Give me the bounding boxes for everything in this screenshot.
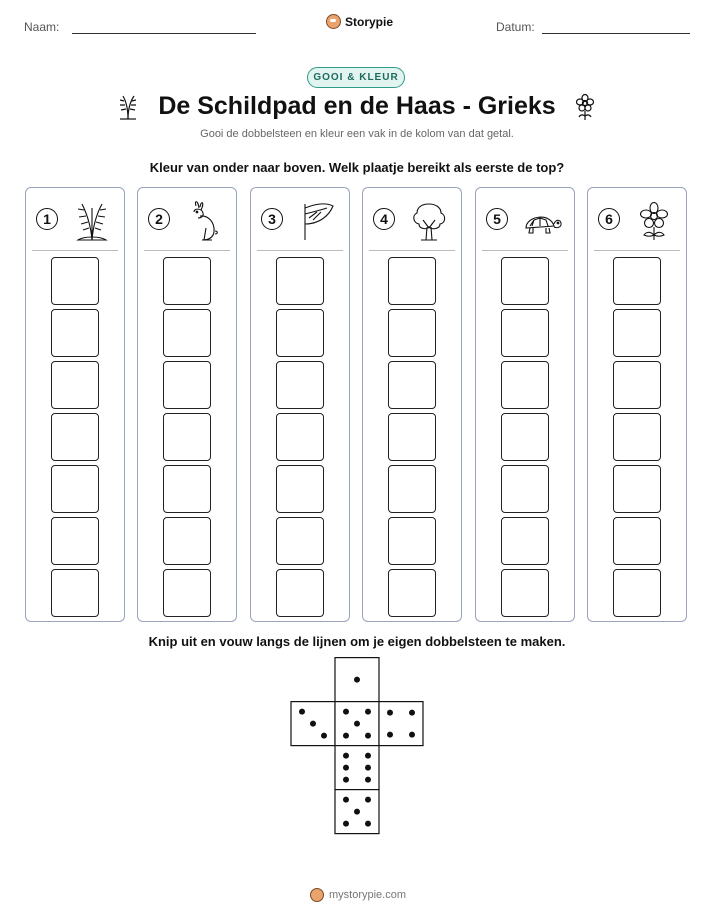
color-cell[interactable]	[388, 309, 436, 357]
column-2	[137, 187, 237, 622]
flower-icon	[632, 198, 676, 244]
column-number: 2	[148, 208, 170, 230]
color-cell[interactable]	[163, 413, 211, 461]
footer	[310, 888, 406, 902]
die-face-6	[335, 746, 379, 790]
color-cell[interactable]	[388, 361, 436, 409]
color-cell[interactable]	[501, 517, 549, 565]
instruction: Kleur van onder naar boven. Welk plaatje bereikt als eerste de top?	[149, 160, 565, 175]
color-cell[interactable]	[276, 309, 324, 357]
name-label: Naam:	[24, 20, 60, 34]
column-number: 1	[36, 208, 58, 230]
color-cell[interactable]	[501, 309, 549, 357]
brand-name: Storypie	[345, 14, 394, 29]
color-cell[interactable]	[276, 569, 324, 617]
tree-icon	[407, 198, 451, 244]
color-cell[interactable]	[388, 465, 436, 513]
column-4	[362, 187, 462, 622]
leaf-flag-icon	[295, 198, 339, 244]
color-cell[interactable]	[388, 569, 436, 617]
color-cell[interactable]	[51, 517, 99, 565]
color-cell[interactable]	[163, 309, 211, 357]
color-cell[interactable]	[501, 465, 549, 513]
color-cell[interactable]	[163, 517, 211, 565]
color-cell[interactable]	[613, 517, 661, 565]
color-cell[interactable]	[276, 465, 324, 513]
color-cell[interactable]	[388, 257, 436, 305]
brand-logo	[326, 14, 393, 29]
column-divider	[594, 250, 680, 251]
color-cell[interactable]	[501, 569, 549, 617]
fern-icon	[116, 93, 140, 121]
flower-icon	[573, 93, 597, 121]
color-cell[interactable]	[501, 257, 549, 305]
color-cell[interactable]	[163, 569, 211, 617]
color-cell[interactable]	[388, 413, 436, 461]
mascot-icon	[310, 888, 324, 902]
column-5	[475, 187, 575, 622]
color-cell[interactable]	[276, 517, 324, 565]
color-cell[interactable]	[163, 465, 211, 513]
page-title: De Schildpad en de Haas - Grieks	[158, 92, 556, 120]
column-number: 6	[598, 208, 620, 230]
color-cell[interactable]	[163, 257, 211, 305]
color-cell[interactable]	[51, 569, 99, 617]
die-face-4	[379, 702, 423, 746]
color-cell[interactable]	[613, 465, 661, 513]
color-cell[interactable]	[51, 361, 99, 409]
column-1	[25, 187, 125, 622]
color-cell[interactable]	[163, 361, 211, 409]
subtitle: Gooi de dobbelsteen en kleur een vak in de kolom van dat getal.	[200, 128, 514, 140]
color-cell[interactable]	[51, 413, 99, 461]
mascot-icon	[326, 14, 341, 29]
cut-instruction: Knip uit en vouw langs de lijnen om je eigen dobbelsteen te maken.	[148, 634, 566, 649]
color-cell[interactable]	[276, 257, 324, 305]
dice-net	[290, 657, 426, 835]
color-cell[interactable]	[276, 413, 324, 461]
fern-icon	[70, 198, 114, 244]
footer-url[interactable]: mystorypie.com	[329, 889, 407, 901]
date-line	[542, 33, 690, 34]
color-cell[interactable]	[501, 361, 549, 409]
column-divider	[369, 250, 455, 251]
color-cell[interactable]	[613, 309, 661, 357]
column-6	[587, 187, 687, 622]
column-3	[250, 187, 350, 622]
color-cell[interactable]	[388, 517, 436, 565]
column-divider	[482, 250, 568, 251]
name-line	[72, 33, 256, 34]
column-number: 4	[373, 208, 395, 230]
column-divider	[257, 250, 343, 251]
color-cell[interactable]	[501, 413, 549, 461]
color-cell[interactable]	[613, 569, 661, 617]
color-cell[interactable]	[613, 413, 661, 461]
color-cell[interactable]	[613, 257, 661, 305]
color-cell[interactable]	[51, 309, 99, 357]
hare-icon	[182, 198, 226, 244]
column-divider	[32, 250, 118, 251]
tortoise-icon	[520, 198, 564, 244]
color-cell[interactable]	[276, 361, 324, 409]
date-label: Datum:	[496, 20, 535, 34]
column-divider	[144, 250, 230, 251]
color-cell[interactable]	[613, 361, 661, 409]
color-cell[interactable]	[51, 257, 99, 305]
column-number: 3	[261, 208, 283, 230]
column-number: 5	[486, 208, 508, 230]
color-cell[interactable]	[51, 465, 99, 513]
activity-badge: GOOI & KLEUR	[307, 67, 405, 88]
